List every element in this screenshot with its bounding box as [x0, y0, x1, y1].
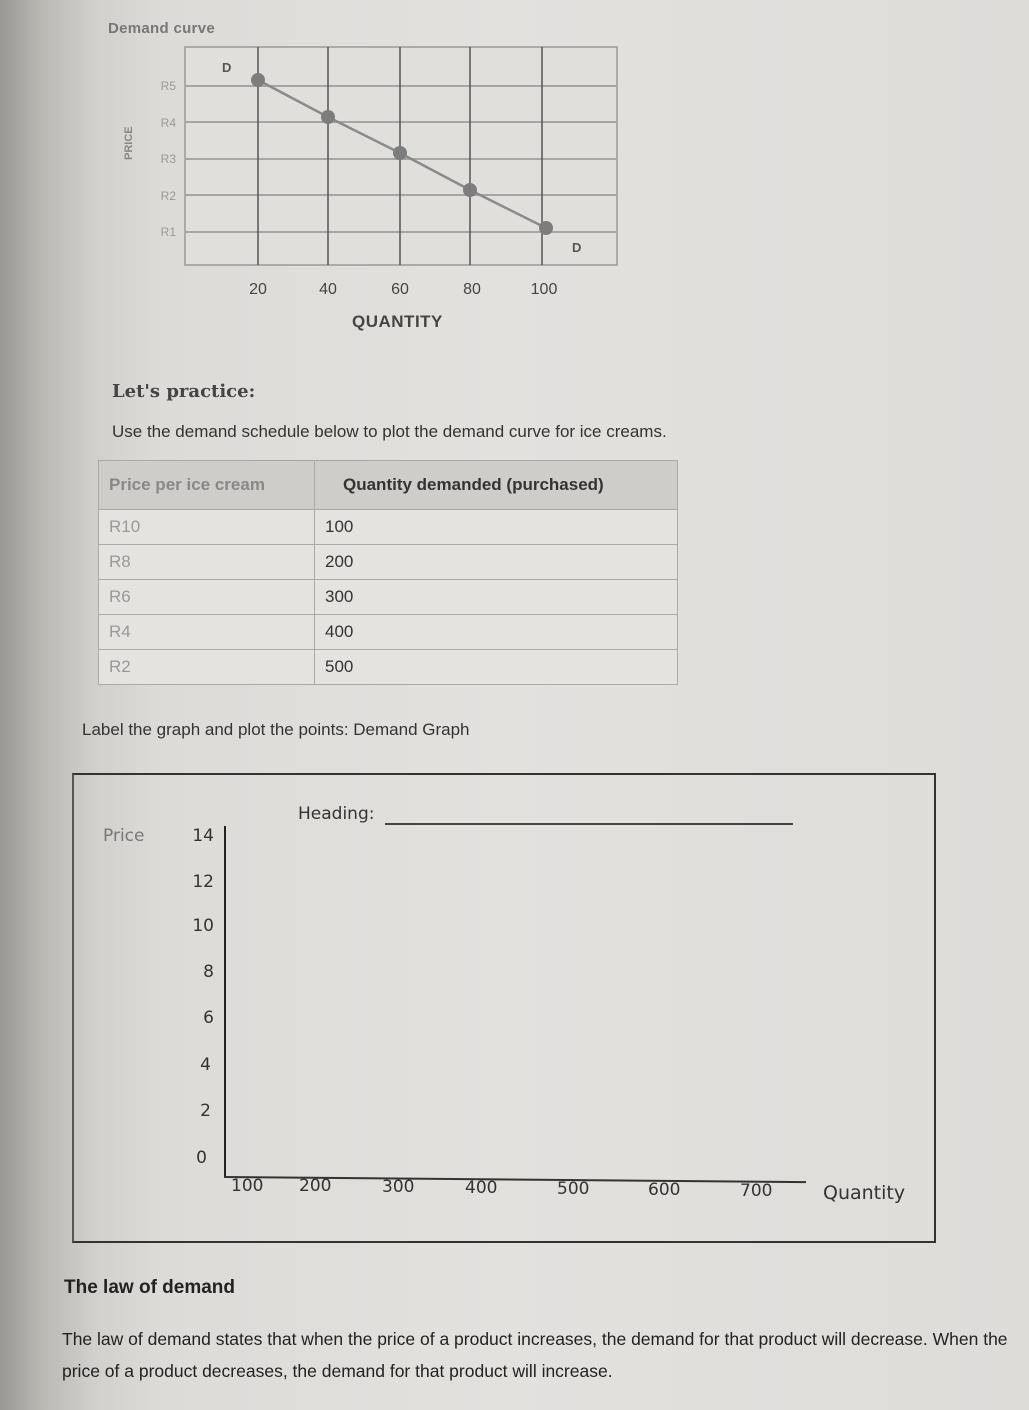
table-row [99, 650, 678, 685]
x-tick: 200 [299, 1176, 332, 1196]
practice-heading: Let's practice: [112, 381, 256, 402]
demand-schedule-table [98, 460, 678, 685]
quantity-cell: 200 [315, 545, 678, 580]
graph-heading-label: Heading: [298, 804, 375, 824]
curve-label-end: D [572, 240, 582, 255]
data-point [251, 73, 265, 87]
graph-y-axis-label: Price [103, 826, 145, 846]
y-tick: R3 [160, 152, 176, 166]
x-tick: 300 [382, 1177, 415, 1197]
y-tick: R5 [160, 79, 176, 93]
table-row [99, 615, 678, 650]
y-tick: 14 [192, 826, 214, 846]
header-quantity: Quantity demanded (purchased) [315, 461, 678, 510]
quantity-cell: 400 [315, 615, 678, 650]
y-tick: 12 [192, 872, 214, 892]
x-tick: 100 [231, 1176, 264, 1196]
price-cell: R4 [99, 615, 315, 650]
y-tick: 0 [196, 1148, 207, 1168]
data-point [393, 146, 407, 160]
y-tick: 2 [200, 1101, 211, 1121]
data-point [463, 183, 477, 197]
demand-curve-y-label: PRICE [123, 126, 135, 160]
price-cell: R10 [99, 510, 315, 545]
demand-curve-chart [110, 40, 630, 305]
table-row [99, 510, 678, 545]
header-price: Price per ice cream [99, 461, 315, 510]
x-tick: 20 [249, 281, 267, 298]
graph-heading-blank-line[interactable] [385, 823, 793, 825]
table-row [99, 545, 678, 580]
x-tick: 400 [465, 1178, 498, 1198]
graph-x-axis-label: Quantity [823, 1182, 906, 1204]
x-tick: 500 [557, 1179, 590, 1199]
x-tick: 80 [463, 281, 481, 298]
data-point [539, 221, 553, 235]
price-cell: R2 [99, 650, 315, 685]
y-tick: R1 [160, 225, 176, 239]
law-of-demand-text: The law of demand states that when the price of a product increases, the demand for that product will decrease. When the price of a product decreases, the demand for that product will increase. [62, 1329, 1008, 1381]
y-tick: 10 [192, 916, 214, 936]
quantity-cell: 300 [315, 580, 678, 615]
demand-curve-title: Demand curve [108, 20, 215, 37]
graph-y-axis [224, 826, 226, 1178]
y-tick: 8 [203, 962, 214, 982]
x-tick: 60 [391, 281, 409, 298]
y-tick: 6 [203, 1008, 214, 1028]
x-tick: 40 [319, 281, 337, 298]
y-tick: R4 [160, 116, 176, 130]
data-point [321, 110, 335, 124]
price-cell: R6 [99, 580, 315, 615]
x-tick: 100 [530, 281, 558, 298]
curve-label-start: D [222, 60, 232, 75]
practice-instruction: Use the demand schedule below to plot the demand curve for ice creams. [112, 422, 667, 441]
graph-instruction: Label the graph and plot the points: Demand Graph [82, 720, 470, 739]
quantity-cell: 500 [315, 650, 678, 685]
quantity-cell: 100 [315, 510, 678, 545]
table-row [99, 580, 678, 615]
x-tick: 700 [740, 1181, 773, 1201]
price-cell: R8 [99, 545, 315, 580]
y-tick: R2 [160, 189, 176, 203]
demand-curve-x-label: QUANTITY [352, 312, 443, 331]
law-of-demand-heading: The law of demand [64, 1277, 236, 1298]
y-tick: 4 [200, 1055, 211, 1075]
x-tick: 600 [648, 1180, 681, 1200]
table-header-row [99, 461, 678, 510]
